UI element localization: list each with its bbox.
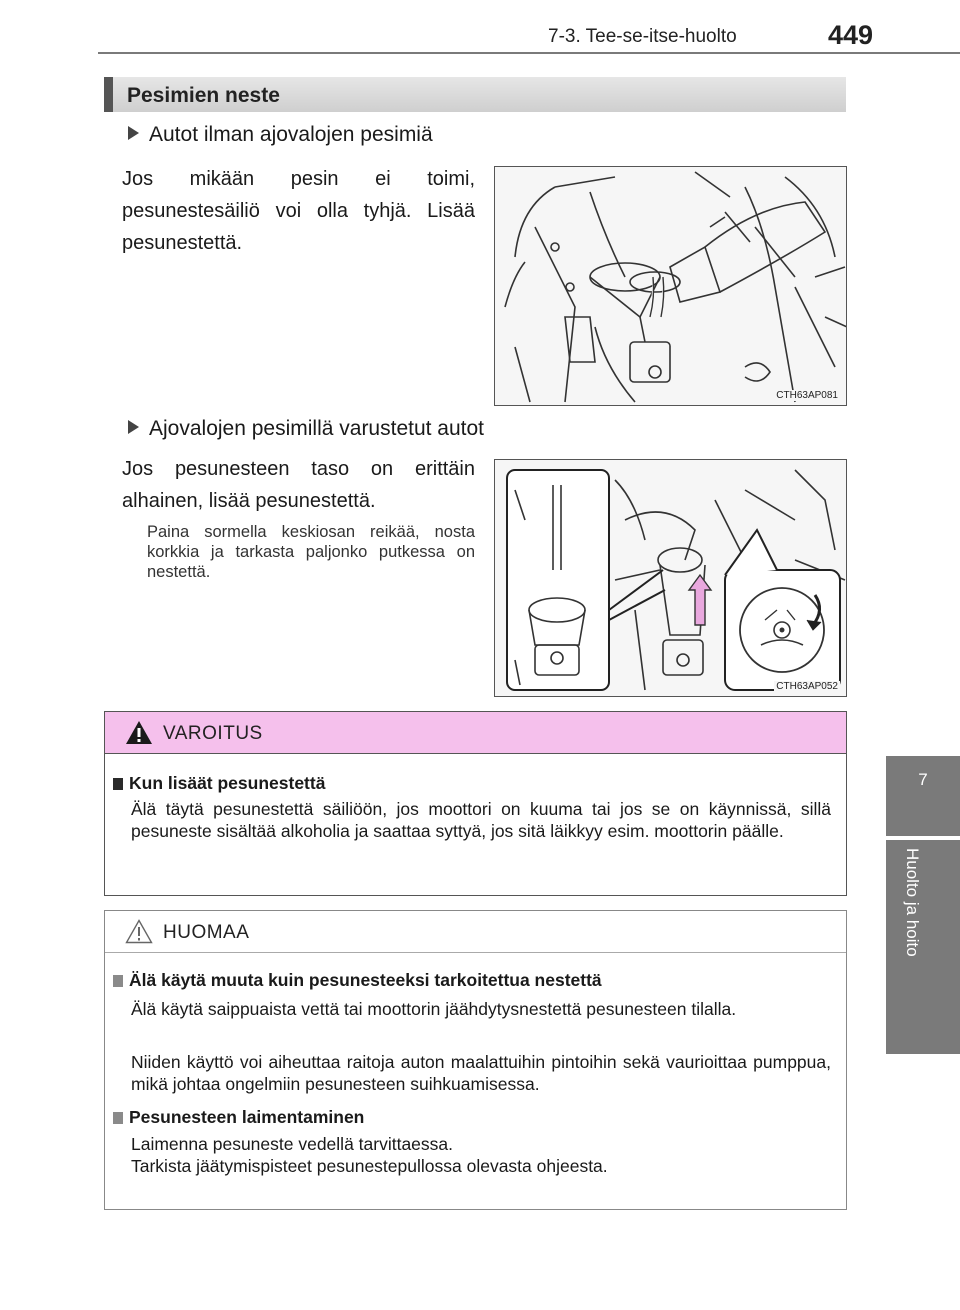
notice-bullet-1-title bbox=[113, 970, 602, 991]
part1-body-text: Jos mikään pesin ei toimi, pesunestesäiliö voi olla tyhjä. Lisää pesunestettä. bbox=[122, 168, 475, 254]
notice-bullet-2-text: Pesunesteen laimentaminen bbox=[129, 1107, 365, 1127]
square-bullet-icon bbox=[113, 778, 123, 790]
square-bullet-icon bbox=[113, 975, 123, 987]
triangle-bullet-icon bbox=[128, 420, 139, 434]
header-rule bbox=[98, 52, 960, 54]
warning-text: Älä täytä pesunestettä säiliöön, jos moottori on kuuma tai jos se on käynnissä, sillä pesuneste sisältää alkoholia ja saattaa syttyä, jos sitä läikkyy esim. moottorin päälle. bbox=[131, 799, 831, 841]
warning-box bbox=[104, 711, 847, 896]
figure-check-fluid-level bbox=[494, 459, 847, 697]
notice-bullet-1-text: Älä käytä muuta kuin pesunesteeksi tarkoitettua nestettä bbox=[129, 970, 602, 990]
subheading-text: Autot ilman ajovalojen pesimiä bbox=[149, 123, 433, 146]
notice-box bbox=[104, 910, 847, 1210]
page-number: 449 bbox=[828, 20, 874, 50]
chapter-label: Huolto ja hoito bbox=[903, 848, 922, 957]
notice-bullet-2-title bbox=[113, 1107, 364, 1128]
chapter-number-tab: 7 bbox=[886, 756, 960, 836]
notice-bullet-1-paragraph-2: Niiden käyttö voi aiheuttaa raitoja auton maalattuihin pintoihin sekä vaurioittaa pumppua, mikä johtaa ongelmiin pesunesteen suihkuamisessa. bbox=[131, 1052, 831, 1094]
subheading-with-headlamp-cleaners bbox=[128, 417, 484, 441]
part2-body-text: Jos pesunesteen taso on erittäin alhainen, lisää pesunestettä. bbox=[122, 458, 475, 512]
warning-triangle-icon bbox=[125, 720, 153, 745]
header-section-title: 7-3. Tee-se-itse-huolto bbox=[548, 26, 737, 47]
figure-code: CTH63AP081 bbox=[776, 390, 838, 401]
warning-bullet-title bbox=[113, 773, 325, 794]
notice-bullet-2-paragraph: Laimenna pesuneste vedellä tarvittaessa. Tarkista jäätymispisteet pesunestepullossa olevasta ohjeesta. bbox=[131, 1134, 608, 1176]
engine-bay-illustration bbox=[495, 167, 847, 406]
section-heading-bar bbox=[104, 77, 846, 112]
subheading-text: Ajovalojen pesimillä varustetut autot bbox=[149, 417, 485, 440]
warning-title: VAROITUS bbox=[163, 723, 263, 744]
warning-header bbox=[105, 712, 846, 754]
figure-code: CTH63AP052 bbox=[776, 681, 838, 692]
notice-header bbox=[105, 911, 846, 953]
part2-note-text: Paina sormella keskiosan reikää, nosta korkkia ja tarkasta paljonko putkessa on nestettä. bbox=[147, 523, 475, 581]
chapter-tab bbox=[886, 840, 960, 1054]
notice-title: HUOMAA bbox=[163, 922, 250, 943]
square-bullet-icon bbox=[113, 1112, 123, 1124]
triangle-bullet-icon bbox=[128, 126, 139, 140]
subheading-no-headlamp-cleaners bbox=[128, 123, 433, 147]
reservoir-cap-illustration bbox=[495, 460, 847, 697]
section-title: Pesimien neste bbox=[127, 84, 280, 107]
warning-bullet-text: Kun lisäät pesunestettä bbox=[129, 773, 326, 793]
notice-bullet-1-paragraph-1: Älä käytä saippuaista vettä tai moottorin jäähdytysnestettä pesunesteen tilalla. bbox=[131, 999, 737, 1019]
notice-triangle-icon bbox=[125, 919, 153, 944]
figure-refill-washer-fluid bbox=[494, 166, 847, 406]
